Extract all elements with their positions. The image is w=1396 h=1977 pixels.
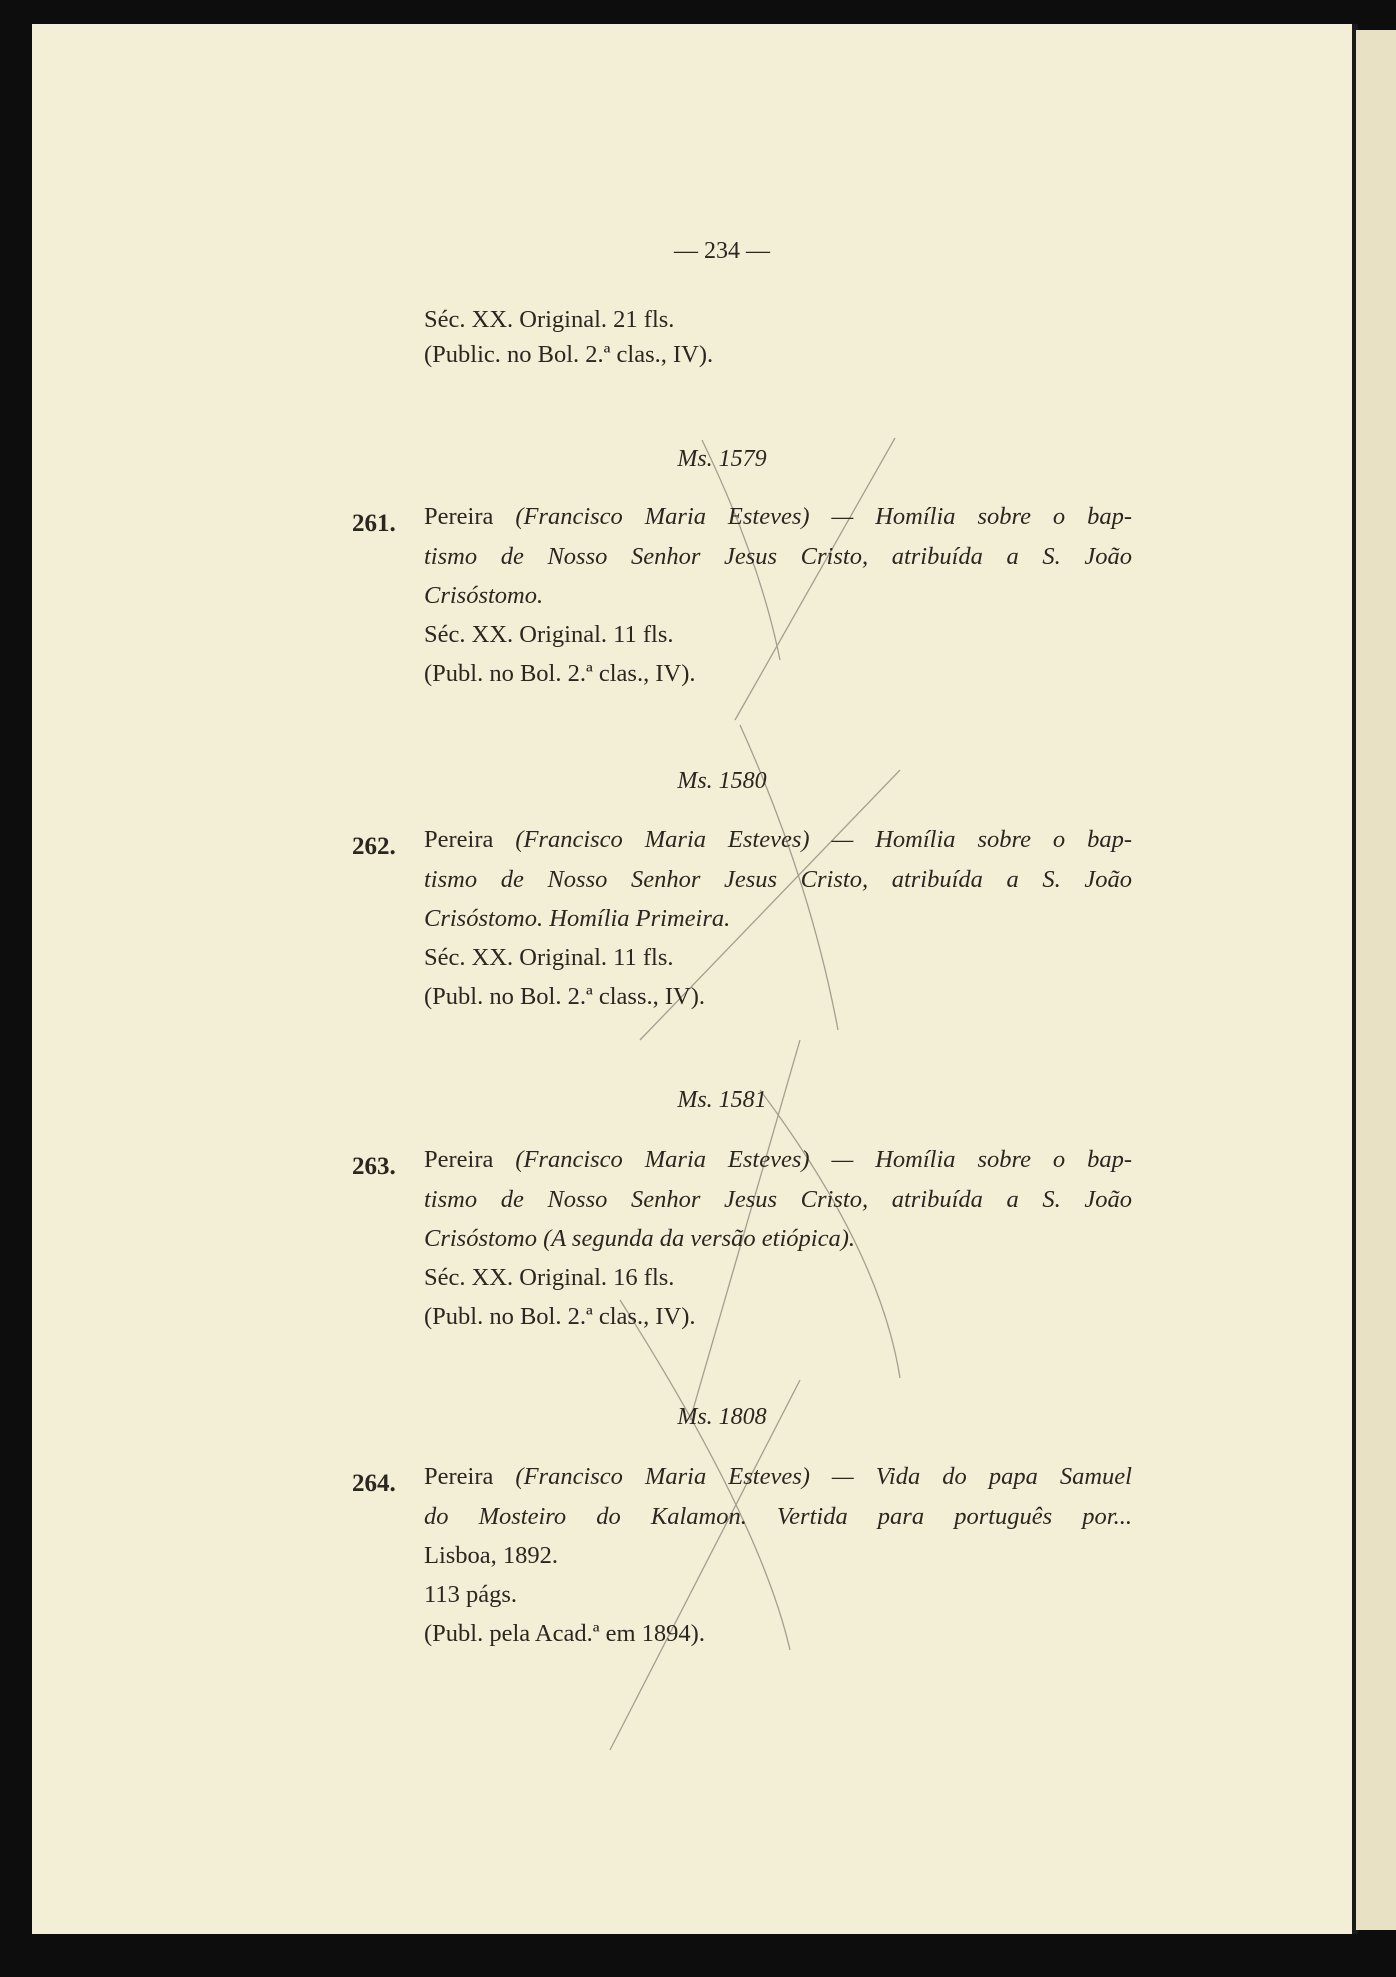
- intro-line: (Public. no Bol. 2.ª clas., IV).: [424, 341, 714, 368]
- entry-detail: (Publ. pela Acad.ª em 1894).: [424, 1620, 705, 1647]
- entry-author-name: (Francisco Maria Esteves) —: [515, 1463, 876, 1490]
- entry-detail: Lisboa, 1892.: [424, 1542, 559, 1569]
- entry-title: Homília sobre o bap-: [875, 826, 1133, 853]
- entry-number: 261.: [352, 510, 396, 537]
- entry-detail: (Publ. no Bol. 2.ª clas., IV).: [424, 1303, 696, 1330]
- shelfmark-heading: Ms. 1579: [677, 446, 767, 472]
- entry-detail: Séc. XX. Original. 16 fls.: [424, 1264, 675, 1291]
- entry-title: Homília sobre o bap-: [875, 503, 1133, 530]
- entry-title: Vida do papa Samuel: [875, 1463, 1132, 1490]
- entry-title-line: tismo de Nosso Senhor Jesus Cristo, atribuída a S. João: [424, 866, 1132, 893]
- shelfmark-heading: Ms. 1580: [677, 768, 767, 794]
- entry-title-line: tismo de Nosso Senhor Jesus Cristo, atribuída a S. João: [424, 543, 1132, 570]
- entry-detail: Séc. XX. Original. 11 fls.: [424, 621, 674, 648]
- entry-number: 264.: [352, 1470, 396, 1497]
- entry-detail: 113 págs.: [424, 1581, 517, 1608]
- entry-first-line: [424, 1462, 1132, 1492]
- entry-first-line: [424, 825, 1132, 855]
- entry-title: Homília sobre o bap-: [875, 1146, 1133, 1173]
- entry-number: 262.: [352, 833, 396, 860]
- entry-author: Pereira: [424, 1146, 494, 1173]
- entry-title-line: Crisóstomo. Homília Primeira.: [424, 905, 731, 932]
- entry-author: Pereira: [424, 826, 494, 853]
- shelfmark-heading: Ms. 1581: [677, 1087, 767, 1113]
- entry-author: Pereira: [424, 1463, 494, 1490]
- entry-first-line: [424, 1145, 1132, 1175]
- entry-detail: (Publ. no Bol. 2.ª class., IV).: [424, 983, 706, 1010]
- page-number: — 234 —: [674, 238, 770, 264]
- entry-number: 263.: [352, 1153, 396, 1180]
- entry-author-name: (Francisco Maria Esteves) —: [515, 826, 876, 853]
- entry-detail: (Publ. no Bol. 2.ª clas., IV).: [424, 660, 696, 687]
- entry-author: Pereira: [424, 503, 494, 530]
- entry-author-name: (Francisco Maria Esteves) —: [515, 503, 876, 530]
- entry-title-line: tismo de Nosso Senhor Jesus Cristo, atribuída a S. João: [424, 1186, 1132, 1213]
- entry-title-line: Crisóstomo.: [424, 582, 544, 609]
- entry-first-line: [424, 502, 1132, 532]
- entry-author-name: (Francisco Maria Esteves) —: [515, 1146, 876, 1173]
- pencil-stroke: [610, 1380, 800, 1750]
- intro-line: Séc. XX. Original. 21 fls.: [424, 306, 675, 333]
- entry-title-line: Crisóstomo (A segunda da versão etiópica).: [424, 1225, 855, 1252]
- entry-detail: Séc. XX. Original. 11 fls.: [424, 944, 674, 971]
- entry-title-line: do Mosteiro do Kalamon. Vertida para português por...: [424, 1503, 1132, 1530]
- shelfmark-heading: Ms. 1808: [677, 1404, 767, 1430]
